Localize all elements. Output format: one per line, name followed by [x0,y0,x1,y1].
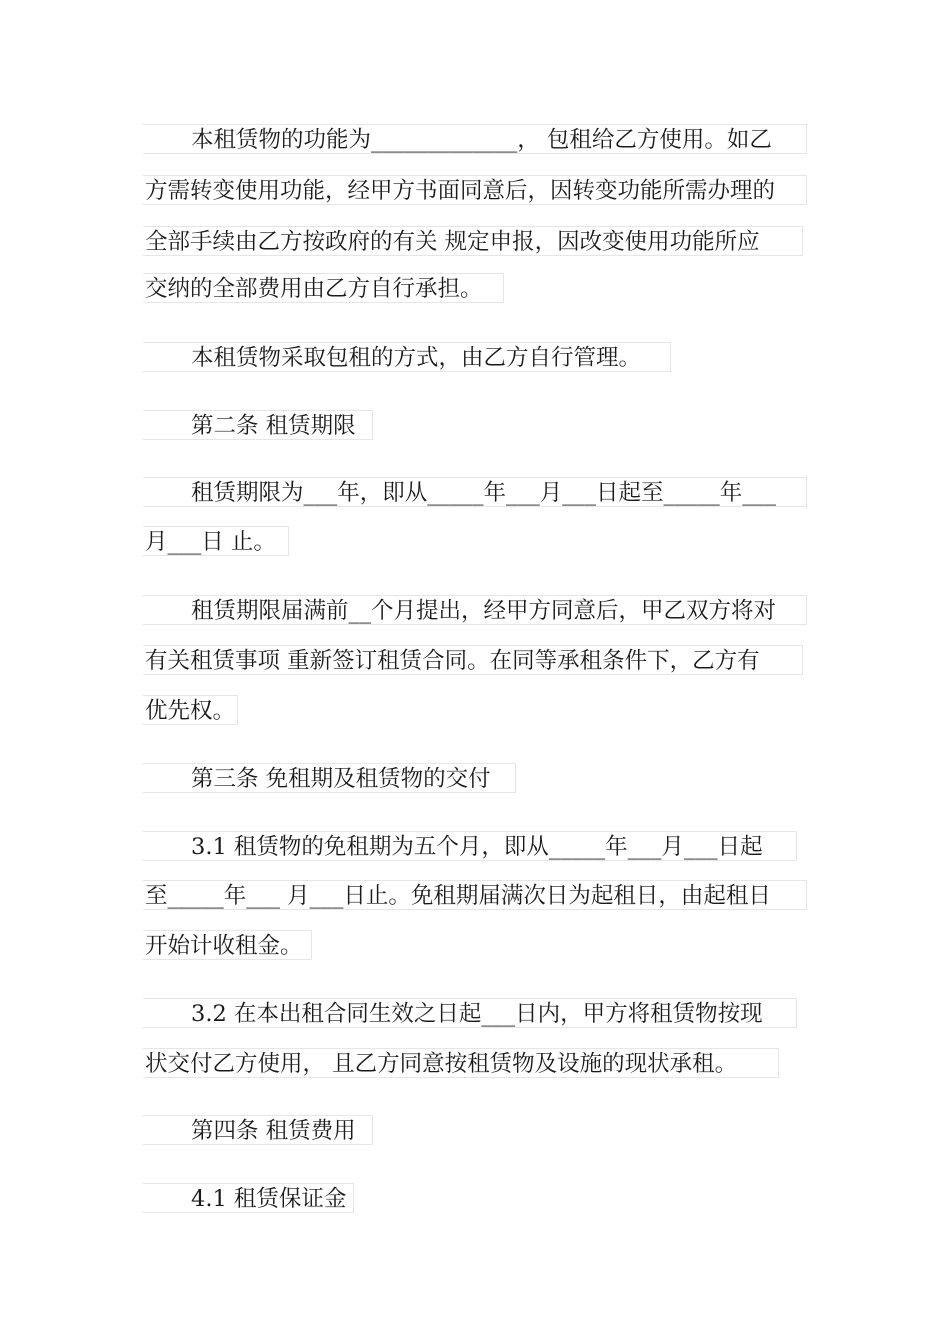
clause-function-line-4: 交纳的全部费用由乙方自行承担。 [143,273,504,303]
lease-term-line-2: 月___日 止。 [143,526,289,556]
article-3-heading: 第三条 免租期及租赁物的交付 [143,763,516,793]
clause-3-2-line-1: 3.2 在本出租合同生效之日起___日内，甲方将租赁物按现 [143,998,797,1028]
clause-function-line-1: 本租赁物的功能为_____________， 包租给乙方使用。如乙 [143,124,807,154]
clause-3-1-line-2: 至_____年___ 月___日止。免租期届满次日为起租日，由起租日 [143,880,807,910]
lease-term-line-1: 租赁期限为___年，即从_____年___月___日起至_____年___ [143,477,807,507]
clause-lease-mode: 本租赁物采取包租的方式，由乙方自行管理。 [143,342,671,372]
renewal-line-1: 租赁期限届满前__个月提出，经甲方同意后，甲乙双方将对 [143,595,807,625]
clause-4-1-heading: 4.1 租赁保证金 [143,1183,354,1213]
article-2-heading: 第二条 租赁期限 [143,410,373,440]
renewal-line-2: 有关租赁事项 重新签订租赁合同。在同等承租条件下，乙方有 [143,645,803,675]
renewal-line-3: 优先权。 [143,695,238,725]
article-4-heading: 第四条 租赁费用 [143,1115,373,1145]
clause-3-2-line-2: 状交付乙方使用， 且乙方同意按租赁物及设施的现状承租。 [143,1048,779,1078]
clause-function-line-2: 方需转变使用功能，经甲方书面同意后，因转变功能所需办理的 [143,175,807,205]
clause-3-1-line-1: 3.1 租赁物的免租期为五个月，即从_____年___月___日起 [143,831,797,861]
clause-function-line-3: 全部手续由乙方按政府的有关 规定申报，因改变使用功能所应 [143,226,803,256]
clause-3-1-line-3: 开始计收租金。 [143,930,312,960]
